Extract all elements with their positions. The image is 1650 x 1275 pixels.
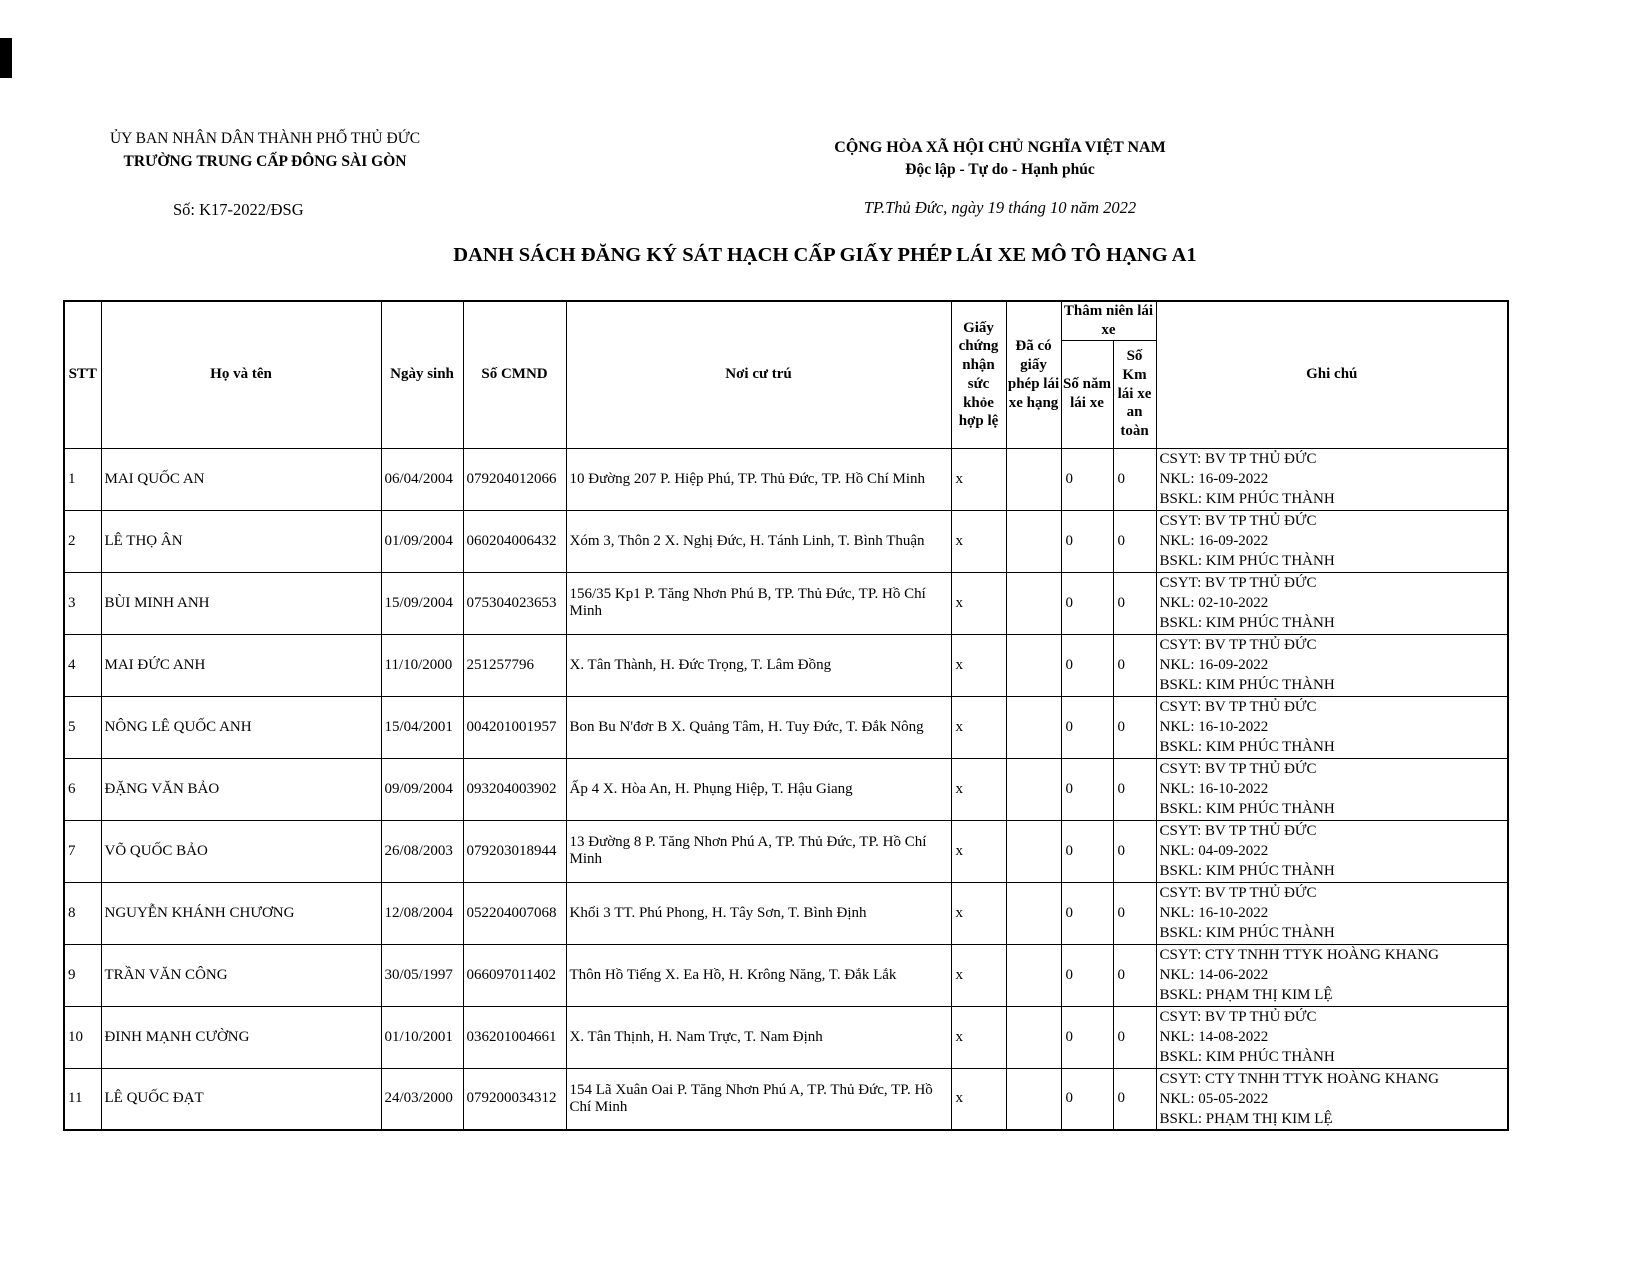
cell-name: MAI QUỐC AN	[101, 448, 381, 510]
cell-address: 13 Đường 8 P. Tăng Nhơn Phú A, TP. Thủ Đức, TP. Hồ Chí Minh	[566, 820, 951, 882]
header-health-cert: Giấy chứng nhận sức khỏe hợp lệ	[951, 301, 1006, 448]
cell-notes	[1156, 882, 1508, 944]
cell-name: LÊ THỌ ÂN	[101, 510, 381, 572]
table-row	[64, 510, 1508, 572]
table-row	[64, 1068, 1508, 1130]
note-line: CSYT: CTY TNHH TTYK HOÀNG KHANG	[1159, 947, 1439, 963]
org-school-name: TRƯỜNG TRUNG CẤP ĐÔNG SÀI GÒN	[123, 153, 407, 171]
cell-km: 0	[1113, 448, 1156, 510]
cell-address: 156/35 Kp1 P. Tăng Nhơn Phú B, TP. Thủ Đức, TP. Hồ Chí Minh	[566, 572, 951, 634]
note-line: NKL: 16-09-2022	[1159, 657, 1269, 673]
cell-license	[1006, 820, 1061, 882]
cell-km: 0	[1113, 696, 1156, 758]
cell-stt: 3	[64, 572, 101, 634]
table-row	[64, 448, 1508, 510]
cell-name: NGUYỄN KHÁNH CHƯƠNG	[101, 882, 381, 944]
header-cmnd: Số CMND	[463, 301, 566, 448]
cell-health: x	[951, 634, 1006, 696]
note-line: NKL: 16-09-2022	[1159, 471, 1269, 487]
cell-notes	[1156, 510, 1508, 572]
cell-stt: 6	[64, 758, 101, 820]
cell-address: 10 Đường 207 P. Hiệp Phú, TP. Thủ Đức, TP. Hồ Chí Minh	[566, 448, 951, 510]
note-line: BSKL: KIM PHÚC THÀNH	[1159, 677, 1335, 693]
header-notes: Ghi chú	[1156, 301, 1508, 448]
cell-years: 0	[1061, 1068, 1113, 1130]
cell-cmnd: 036201004661	[463, 1006, 566, 1068]
cell-stt: 11	[64, 1068, 101, 1130]
cell-notes	[1156, 1068, 1508, 1130]
cell-notes	[1156, 572, 1508, 634]
note-line: NKL: 14-08-2022	[1159, 1029, 1269, 1045]
cell-stt: 10	[64, 1006, 101, 1068]
table-row	[64, 758, 1508, 820]
note-line: BSKL: KIM PHÚC THÀNH	[1159, 863, 1335, 879]
cell-years: 0	[1061, 572, 1113, 634]
cell-dob: 01/09/2004	[381, 510, 463, 572]
cell-dob: 15/09/2004	[381, 572, 463, 634]
cell-license	[1006, 944, 1061, 1006]
cell-cmnd: 079204012066	[463, 448, 566, 510]
cell-address: Ấp 4 X. Hòa An, H. Phụng Hiệp, T. Hậu Giang	[566, 758, 951, 820]
cell-cmnd: 093204003902	[463, 758, 566, 820]
cell-km: 0	[1113, 758, 1156, 820]
table-row	[64, 944, 1508, 1006]
cell-license	[1006, 510, 1061, 572]
cell-health: x	[951, 758, 1006, 820]
cell-dob: 11/10/2000	[381, 634, 463, 696]
cell-name: VÕ QUỐC BẢO	[101, 820, 381, 882]
cell-notes	[1156, 944, 1508, 1006]
scan-artifact-mark	[0, 38, 12, 78]
note-line: NKL: 16-10-2022	[1159, 719, 1269, 735]
note-line: CSYT: BV TP THỦ ĐỨC	[1159, 885, 1317, 901]
cell-name: ĐẶNG VĂN BẢO	[101, 758, 381, 820]
cell-address: X. Tân Thành, H. Đức Trọng, T. Lâm Đồng	[566, 634, 951, 696]
cell-health: x	[951, 1006, 1006, 1068]
cell-dob: 30/05/1997	[381, 944, 463, 1006]
cell-stt: 4	[64, 634, 101, 696]
header-existing-license: Đã có giấy phép lái xe hạng	[1006, 301, 1061, 448]
note-line: BSKL: KIM PHÚC THÀNH	[1159, 1049, 1335, 1065]
page-title: DANH SÁCH ĐĂNG KÝ SÁT HẠCH CẤP GIẤY PHÉP LÁI XE MÔ TÔ HẠNG A1	[453, 244, 1197, 266]
cell-km: 0	[1113, 1006, 1156, 1068]
cell-address: Bon Bu N'đơr B X. Quảng Tâm, H. Tuy Đức, T. Đắk Nông	[566, 696, 951, 758]
note-line: BSKL: KIM PHÚC THÀNH	[1159, 925, 1335, 941]
cell-address: X. Tân Thịnh, H. Nam Trực, T. Nam Định	[566, 1006, 951, 1068]
note-line: BSKL: KIM PHÚC THÀNH	[1159, 739, 1335, 755]
cell-years: 0	[1061, 634, 1113, 696]
header-address: Nơi cư trú	[566, 301, 951, 448]
note-line: CSYT: BV TP THỦ ĐỨC	[1159, 761, 1317, 777]
cell-dob: 12/08/2004	[381, 882, 463, 944]
cell-name: MAI ĐỨC ANH	[101, 634, 381, 696]
cell-notes	[1156, 758, 1508, 820]
cell-cmnd: 066097011402	[463, 944, 566, 1006]
note-line: CSYT: BV TP THỦ ĐỨC	[1159, 451, 1317, 467]
cell-dob: 06/04/2004	[381, 448, 463, 510]
note-line: NKL: 16-10-2022	[1159, 905, 1269, 921]
note-line: CSYT: BV TP THỦ ĐỨC	[1159, 1009, 1317, 1025]
place-date-line: TP.Thủ Đức, ngày 19 tháng 10 năm 2022	[863, 198, 1137, 217]
cell-cmnd: 079203018944	[463, 820, 566, 882]
cell-name: ĐINH MẠNH CƯỜNG	[101, 1006, 381, 1068]
note-line: NKL: 14-06-2022	[1159, 967, 1269, 983]
cell-address: Xóm 3, Thôn 2 X. Nghị Đức, H. Tánh Linh, T. Bình Thuận	[566, 510, 951, 572]
cell-dob: 01/10/2001	[381, 1006, 463, 1068]
cell-years: 0	[1061, 696, 1113, 758]
header-dob: Ngày sinh	[381, 301, 463, 448]
cell-dob: 26/08/2003	[381, 820, 463, 882]
note-line: CSYT: BV TP THỦ ĐỨC	[1159, 575, 1317, 591]
header-safe-km: Số Km lái xe an toàn	[1113, 340, 1156, 448]
document-number: Số: K17-2022/ĐSG	[173, 200, 304, 219]
table-row	[64, 696, 1508, 758]
note-line: BSKL: PHẠM THỊ KIM LỆ	[1159, 1110, 1333, 1127]
national-motto-block	[805, 136, 1195, 182]
cell-health: x	[951, 572, 1006, 634]
national-motto: Độc lập - Tự do - Hạnh phúc	[905, 161, 1095, 179]
cell-km: 0	[1113, 1068, 1156, 1130]
registration-table	[63, 300, 1509, 1131]
cell-km: 0	[1113, 820, 1156, 882]
cell-cmnd: 079200034312	[463, 1068, 566, 1130]
cell-years: 0	[1061, 1006, 1113, 1068]
cell-license	[1006, 634, 1061, 696]
table-row	[64, 882, 1508, 944]
cell-name: TRẦN VĂN CÔNG	[101, 944, 381, 1006]
note-line: NKL: 05-05-2022	[1159, 1090, 1269, 1107]
cell-health: x	[951, 510, 1006, 572]
note-line: CSYT: BV TP THỦ ĐỨC	[1159, 637, 1317, 653]
cell-stt: 9	[64, 944, 101, 1006]
cell-health: x	[951, 944, 1006, 1006]
cell-km: 0	[1113, 882, 1156, 944]
note-line: BSKL: PHẠM THỊ KIM LỆ	[1159, 987, 1333, 1003]
cell-notes	[1156, 1006, 1508, 1068]
note-line: CSYT: BV TP THỦ ĐỨC	[1159, 823, 1317, 839]
cell-stt: 2	[64, 510, 101, 572]
cell-license	[1006, 1068, 1061, 1130]
cell-cmnd: 060204006432	[463, 510, 566, 572]
table-header	[64, 301, 1508, 448]
note-line: CSYT: CTY TNHH TTYK HOÀNG KHANG	[1159, 1070, 1439, 1087]
cell-years: 0	[1061, 944, 1113, 1006]
note-line: NKL: 04-09-2022	[1159, 843, 1269, 859]
note-line: NKL: 16-09-2022	[1159, 533, 1269, 549]
cell-cmnd: 075304023653	[463, 572, 566, 634]
table-row	[64, 634, 1508, 696]
cell-health: x	[951, 696, 1006, 758]
note-line: BSKL: KIM PHÚC THÀNH	[1159, 553, 1335, 569]
cell-license	[1006, 882, 1061, 944]
cell-health: x	[951, 448, 1006, 510]
cell-name: LÊ QUỐC ĐẠT	[101, 1068, 381, 1130]
header-seniority-group: Thâm niên lái xe	[1061, 301, 1156, 340]
cell-notes	[1156, 820, 1508, 882]
header-years-driving: Số năm lái xe	[1061, 340, 1113, 448]
cell-dob: 24/03/2000	[381, 1068, 463, 1130]
cell-notes	[1156, 696, 1508, 758]
cell-years: 0	[1061, 882, 1113, 944]
cell-license	[1006, 696, 1061, 758]
cell-km: 0	[1113, 510, 1156, 572]
issuing-org-block	[90, 127, 440, 174]
table-row	[64, 1006, 1508, 1068]
cell-license	[1006, 1006, 1061, 1068]
org-parent-name: ỦY BAN NHÂN DÂN THÀNH PHỐ THỦ ĐỨC	[109, 130, 421, 147]
cell-cmnd: 004201001957	[463, 696, 566, 758]
cell-name: NÔNG LÊ QUỐC ANH	[101, 696, 381, 758]
table-body	[64, 448, 1508, 1130]
table-row	[64, 572, 1508, 634]
cell-address: Thôn Hồ Tiếng X. Ea Hồ, H. Krông Năng, T. Đắk Lắk	[566, 944, 951, 1006]
note-line: NKL: 02-10-2022	[1159, 595, 1269, 611]
cell-stt: 7	[64, 820, 101, 882]
note-line: BSKL: KIM PHÚC THÀNH	[1159, 801, 1335, 817]
cell-dob: 15/04/2001	[381, 696, 463, 758]
cell-notes	[1156, 634, 1508, 696]
cell-health: x	[951, 820, 1006, 882]
cell-years: 0	[1061, 758, 1113, 820]
cell-address: Khối 3 TT. Phú Phong, H. Tây Sơn, T. Bình Định	[566, 882, 951, 944]
cell-years: 0	[1061, 448, 1113, 510]
cell-stt: 8	[64, 882, 101, 944]
national-title: CỘNG HÒA XÃ HỘI CHỦ NGHĨA VIỆT NAM	[834, 139, 1166, 156]
cell-notes	[1156, 448, 1508, 510]
cell-cmnd: 052204007068	[463, 882, 566, 944]
table-row	[64, 820, 1508, 882]
cell-km: 0	[1113, 944, 1156, 1006]
cell-dob: 09/09/2004	[381, 758, 463, 820]
cell-stt: 1	[64, 448, 101, 510]
note-line: CSYT: BV TP THỦ ĐỨC	[1159, 513, 1317, 529]
cell-address: 154 Lã Xuân Oai P. Tăng Nhơn Phú A, TP. Thủ Đức, TP. Hồ Chí Minh	[566, 1068, 951, 1130]
note-line: NKL: 16-10-2022	[1159, 781, 1269, 797]
cell-years: 0	[1061, 510, 1113, 572]
note-line: BSKL: KIM PHÚC THÀNH	[1159, 615, 1335, 631]
header-stt: STT	[64, 301, 101, 448]
note-line: BSKL: KIM PHÚC THÀNH	[1159, 491, 1335, 507]
cell-license	[1006, 758, 1061, 820]
cell-health: x	[951, 1068, 1006, 1130]
cell-km: 0	[1113, 572, 1156, 634]
cell-license	[1006, 572, 1061, 634]
cell-cmnd: 251257796	[463, 634, 566, 696]
cell-years: 0	[1061, 820, 1113, 882]
cell-name: BÙI MINH ANH	[101, 572, 381, 634]
cell-health: x	[951, 882, 1006, 944]
cell-stt: 5	[64, 696, 101, 758]
header-name: Họ và tên	[101, 301, 381, 448]
note-line: CSYT: BV TP THỦ ĐỨC	[1159, 699, 1317, 715]
cell-license	[1006, 448, 1061, 510]
cell-km: 0	[1113, 634, 1156, 696]
